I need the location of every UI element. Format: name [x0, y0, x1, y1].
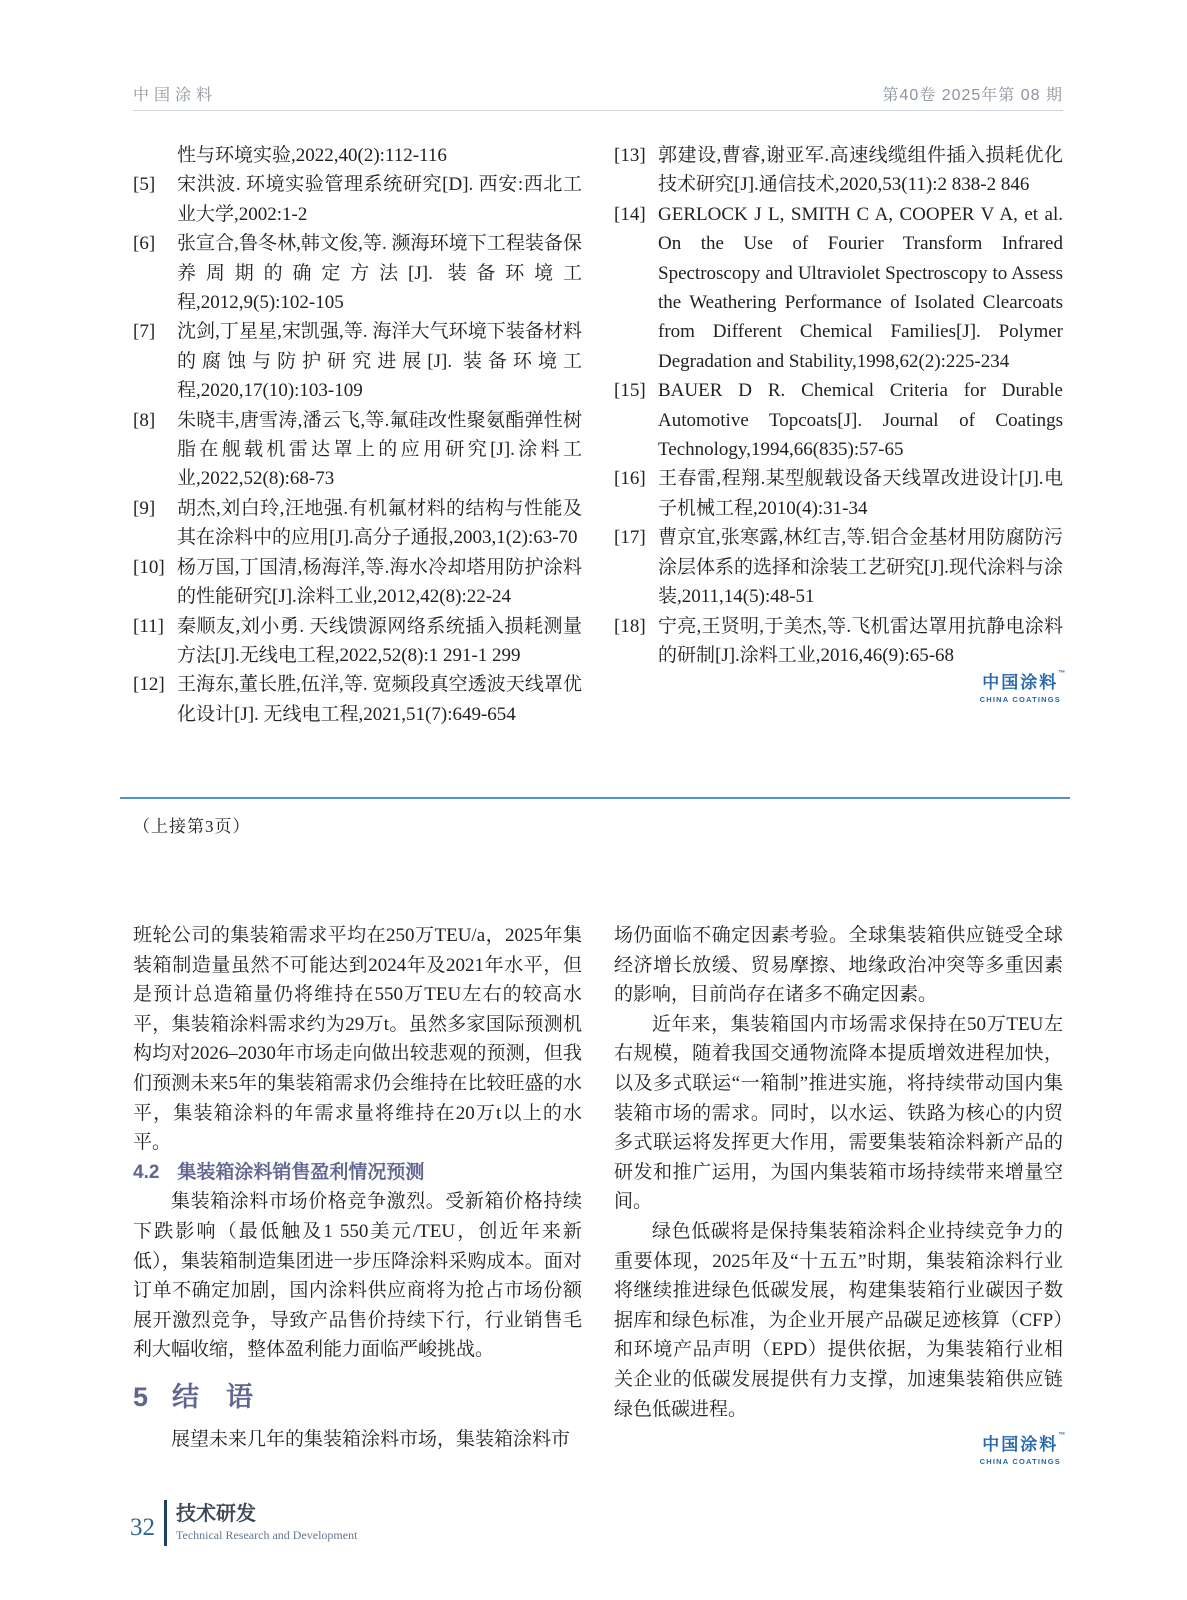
reference-marker: [13] [614, 145, 646, 166]
article-logo-wrap [614, 1432, 1066, 1469]
reference-item [133, 494, 582, 553]
reference-text: BAUER D R. Chemical Criteria for Durable Automotive Topcoats[J]. Journal of Coatings Technology,1994,66(835):57-65 [658, 380, 1063, 461]
paragraph: 展望未来几年的集装箱涂料市场，集装箱涂料市 [171, 1428, 571, 1450]
logo-cn-text: 中国涂料 ™ [982, 670, 1066, 693]
reference-item [133, 317, 582, 405]
footer-section-cn: 技术研发 [176, 1503, 256, 1525]
logo-en-text: CHINA COATINGS [979, 1457, 1061, 1467]
logo-cn-text: 中国涂料 ™ [982, 1432, 1066, 1455]
china-coatings-logo [979, 670, 1066, 705]
article-divider-rule [120, 797, 1070, 799]
footer-divider-bar [164, 1500, 167, 1546]
reference-marker: [14] [614, 203, 646, 225]
reference-item [133, 553, 582, 612]
reference-text: 杨万国,丁国清,杨海洋,等.海水冷却塔用防护涂料的性能研究[J].涂料工业,2012,42(8):22-24 [177, 556, 582, 608]
reference-text: 沈剑,丁星星,宋凯强,等. 海洋大气环境下装备材料的腐蚀与防护研究进展[J]. 装备环境工程,2020,17(10):103-109 [177, 321, 582, 402]
article-left-column [133, 921, 582, 1469]
reference-marker: [16] [614, 468, 646, 490]
reference-item [133, 406, 582, 494]
article-right-column [614, 921, 1066, 1469]
reference-item [614, 523, 1063, 611]
references-left-column [133, 141, 582, 729]
reference-text: 曹京宜,张寒露,林红吉,等.铝合金基材用防腐防污涂层体系的选择和涂装工艺研究[J].现代涂料与涂装,2011,14(5):48-51 [658, 527, 1063, 608]
reference-text: 秦顺友,刘小勇. 天线馈源网络系统插入损耗测量方法[J].无线电工程,2022,52(8):1 291-1 299 [177, 615, 582, 666]
paragraph: 绿色低碳将是保持集装箱涂料企业持续竞争力的重要体现，2025年及“十五五”时期，集装箱涂料行业将继续推进绿色低碳发展，构建集装箱行业碳因子数据库和绿色标准，为企业开展产品碳足迹核算（CFP）和环境产品声明（EPD）提供依据，为集装箱行业相关企业的低碳发展提供有力支撑，加速集装箱供应链绿色低碳进程。 [614, 1220, 1063, 1420]
reference-marker: [8] [133, 409, 156, 431]
heading-title: 集装箱涂料销售盈利情况预测 [177, 1161, 425, 1183]
article-body [133, 921, 1066, 1469]
china-coatings-logo [979, 1432, 1066, 1467]
reference-item [133, 229, 582, 317]
journal-title: 中国涂料 [133, 87, 218, 104]
paragraph: 场仍面临不确定因素考验。全球集装箱供应链受全球经济增长放缓、贸易摩擦、地缘政治冲突等多重因素的影响，目前尚存在诸多不确定因素。 [614, 925, 1063, 1006]
reference-marker: [6] [133, 233, 156, 255]
reference-text: 性与环境实验,2022,40(2):112-116 [177, 145, 447, 166]
reference-text: 宁亮,王贤明,于美杰,等.飞机雷达罩用抗静电涂料的研制[J].涂料工业,2016,46(9):65-68 [658, 615, 1063, 666]
footer-section-en: Technical Research and Development [176, 1528, 358, 1542]
reference-text: 朱晓丰,唐雪涛,潘云飞,等.氟硅改性聚氨酯弹性树脂在舰载机雷达罩上的应用研究[J].涂料工业,2022,52(8):68-73 [177, 409, 582, 490]
header-rule [133, 110, 1063, 111]
reference-item [133, 612, 582, 671]
reference-item [133, 170, 582, 229]
issue-info: 第40卷 2025年第 08 期 [882, 87, 1063, 104]
page-footer [130, 1500, 357, 1546]
reference-item [133, 670, 582, 729]
reference-text: 郭建设,曹睿,谢亚军.高速线缆组件插入损耗优化技术研究[J].通信技术,2020,53(11):2 838-2 846 [658, 145, 1063, 196]
reference-marker: [18] [614, 615, 646, 637]
reference-text: 王海东,董长胜,伍洋,等. 宽频段真空透波天线罩优化设计[J]. 无线电工程,2021,51(7):649-654 [177, 674, 582, 725]
reference-marker: [17] [614, 527, 646, 549]
reference-text: 张宣合,鲁冬林,韩文俊,等. 濒海环境下工程装备保养周期的确定方法[J]. 装备环境工程,2012,9(5):102-105 [177, 233, 582, 314]
paragraph: 集装箱涂料市场价格竞争激烈。受新箱价格持续下跌影响（最低触及1 550美元/TEU，创近年来新低），集装箱制造集团进一步压降涂料采购成本。面对订单不确定加剧，国内涂料供应商将为抢占市场份额展开激烈竞争，导致产品售价持续下行，行业销售毛利大幅收缩，整体盈利能力面临严峻挑战。 [133, 1191, 582, 1361]
page-number: 32 [130, 1514, 155, 1541]
reference-marker: [15] [614, 380, 646, 402]
reference-marker: [11] [133, 615, 164, 637]
reference-marker: [9] [133, 497, 156, 519]
footer-section-label [176, 1503, 357, 1543]
reference-item [614, 141, 1063, 200]
paragraph: 近年来，集装箱国内市场需求保持在50万TEU左右规模，随着我国交通物流降本提质增效进程加快，以及多式联运“一箱制”推进实施，将持续带动国内集装箱市场的需求。同时，以水运、铁路为核心的内贸多式联运将发挥更大作用，需要集装箱涂料新产品的研发和推广运用，为国内集装箱市场持续带来增量空间。 [614, 1013, 1063, 1213]
reference-item [614, 376, 1063, 464]
heading-number: 4.2 [133, 1161, 160, 1183]
reference-marker: [10] [133, 556, 165, 578]
page-header [133, 82, 1063, 105]
reference-text: 胡杰,刘白玲,汪地强.有机氟材料的结构与性能及其在涂料中的应用[J].高分子通报,2003,1(2):63-70 [177, 497, 582, 549]
reference-text: GERLOCK J L, SMITH C A, COOPER V A, et al. On the Use of Fourier Transform Infrared Spectroscopy and Ultraviolet Spectroscopy to Assess the Weathering Performance of Isolated Clearcoats from Different Chemical Families[J]. Polymer Degradation and Stability,1998,62(2):225-234 [658, 203, 1063, 372]
reference-text: 宋洪波. 环境实验管理系统研究[D]. 西安:西北工业大学,2002:1-2 [177, 174, 582, 225]
reference-item [614, 464, 1063, 523]
reference-marker: [7] [133, 321, 156, 343]
trademark-icon: ™ [1058, 1432, 1066, 1440]
section-heading-4-2 [133, 1158, 582, 1188]
references-logo-wrap [614, 670, 1066, 707]
section-heading-5 [133, 1381, 582, 1413]
paragraph: 班轮公司的集装箱需求平均在250万TEU/a，2025年集装箱制造量虽然不可能达到2024年及2021年水平，但是预计总造箱量仍将维持在550万TEU左右的较高水平，集装箱涂料需求约为29万t。虽然多家国际预测机构均对2026–2030年市场走向做出较悲观的预测，但我们预测未来5年的集装箱需求仍会维持在比较旺盛的水平，集装箱涂料的年需求量将维持在20万t以上的水平。 [133, 925, 582, 1154]
reference-item [614, 612, 1063, 671]
references-section [133, 141, 1066, 729]
reference-marker: [12] [133, 674, 165, 696]
reference-marker: [5] [133, 174, 156, 196]
reference-item [614, 200, 1063, 376]
logo-en-text: CHINA COATINGS [979, 695, 1061, 705]
references-right-column [614, 141, 1066, 729]
heading-title: 结 语 [172, 1381, 254, 1412]
reference-item [133, 141, 582, 170]
heading-number: 5 [133, 1381, 149, 1412]
trademark-icon: ™ [1058, 670, 1066, 678]
continuation-note: （上接第3页） [133, 817, 251, 836]
reference-text: 王春雷,程翔.某型舰载设备天线罩改进设计[J].电子机械工程,2010(4):31-34 [658, 468, 1063, 519]
